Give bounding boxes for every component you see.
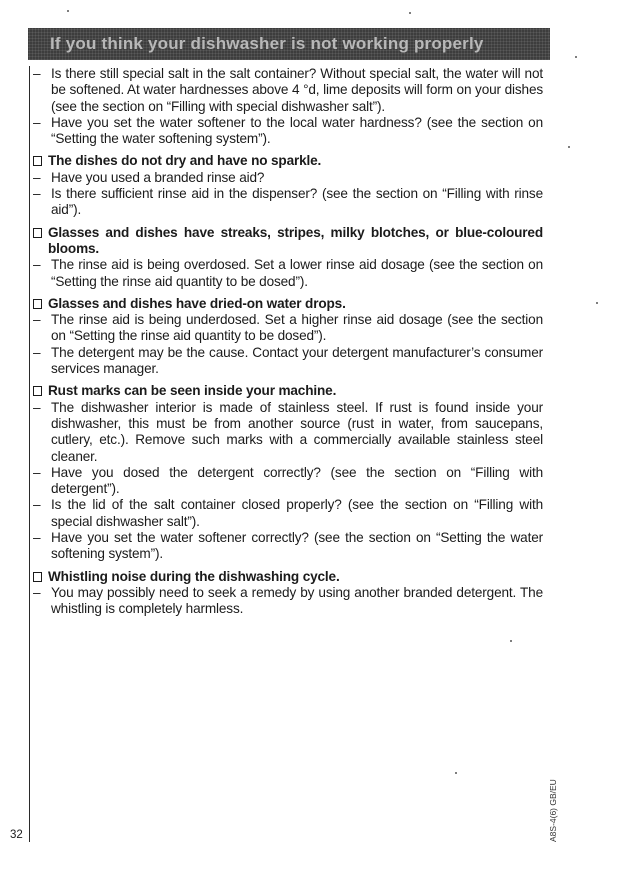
page-number: 32 xyxy=(10,829,23,841)
dash-bullet: – xyxy=(33,497,41,513)
dash-bullet: – xyxy=(33,464,41,480)
list-item xyxy=(33,345,543,378)
dash-bullet: – xyxy=(33,186,41,202)
troubleshooting-content xyxy=(33,66,543,618)
problem-heading xyxy=(33,153,543,169)
scan-speck xyxy=(568,146,570,148)
problem-heading xyxy=(33,225,543,258)
checkbox-square-icon xyxy=(33,386,42,396)
left-margin-rule xyxy=(29,66,30,842)
list-item xyxy=(33,530,543,563)
problem-section xyxy=(33,296,543,377)
item-text: Is there still special salt in the salt container? Without special salt, the water will not be softened. At water hardnesses above 4 °d, lime deposits will form on your dishes (see the section on “Filling with special dishwasher salt”). xyxy=(51,66,543,114)
scan-speck xyxy=(455,772,457,774)
checkbox-square-icon xyxy=(33,228,42,238)
dash-bullet: – xyxy=(33,399,41,415)
problem-section xyxy=(33,383,543,562)
dash-bullet: – xyxy=(33,344,41,360)
scan-speck xyxy=(596,302,598,304)
checkbox-square-icon xyxy=(33,572,42,582)
item-text: The dishwasher interior is made of stainless steel. If rust is found inside your dishwasher, this must be from another source (rust in water, from saucepans, cutlery, etc.). Remove such marks with a commercially available stainless steel cleaner. xyxy=(51,399,543,464)
problem-heading-text: Rust marks can be seen inside your machine. xyxy=(48,383,337,399)
item-text: Have you set the water softener to the local water hardness? (see the section on “Setting the water softening system”). xyxy=(51,114,543,147)
scan-speck xyxy=(510,640,512,642)
scan-speck xyxy=(575,56,577,58)
dash-bullet: – xyxy=(33,114,41,130)
list-item xyxy=(33,312,543,345)
problem-heading-text: Glasses and dishes have dried-on water drops. xyxy=(48,295,346,311)
dash-bullet: – xyxy=(33,257,41,273)
scan-speck xyxy=(67,10,69,12)
section-header-title: If you think your dishwasher is not working properly xyxy=(50,34,484,53)
problem-section xyxy=(33,225,543,290)
problem-section xyxy=(33,153,543,218)
section-header-band xyxy=(28,28,550,60)
item-text: The rinse aid is being overdosed. Set a lower rinse aid dosage (see the section on “Setting the rinse aid quantity to be dosed”). xyxy=(51,257,543,289)
item-text: The rinse aid is being underdosed. Set a higher rinse aid dosage (see the section on “Setting the rinse aid quantity to be dosed”). xyxy=(51,312,543,344)
list-item xyxy=(33,186,543,219)
scan-speck xyxy=(409,12,411,14)
checkbox-square-icon xyxy=(33,156,42,166)
list-item xyxy=(33,585,543,618)
problem-heading xyxy=(33,569,543,585)
list-item xyxy=(33,170,543,186)
item-text: Have you set the water softener correctly? (see the section on “Setting the water softening system”). xyxy=(51,530,543,562)
problem-heading-text: Glasses and dishes have streaks, stripes, milky blotches, or blue-coloured blooms. xyxy=(48,224,543,256)
list-item xyxy=(33,400,543,465)
list-item xyxy=(33,66,543,115)
item-text: Is the lid of the salt container closed properly? (see the section on “Filling with special dishwasher salt”). xyxy=(51,497,543,529)
problem-section xyxy=(33,569,543,618)
list-item xyxy=(33,465,543,498)
problem-heading-text: The dishes do not dry and have no sparkle. xyxy=(48,153,322,169)
dash-bullet: – xyxy=(33,169,41,185)
problem-heading xyxy=(33,296,543,312)
checkbox-square-icon xyxy=(33,299,42,309)
list-item xyxy=(33,497,543,530)
document-code: A8S-4(6) GB/EU xyxy=(548,779,558,842)
item-text: Is there sufficient rinse aid in the dispenser? (see the section on “Filling with rinse aid”). xyxy=(51,186,543,218)
dash-bullet: – xyxy=(33,66,41,81)
item-text: The detergent may be the cause. Contact your detergent manufacturer’s consumer services manager. xyxy=(51,344,543,377)
item-text: You may possibly need to seek a remedy by using another branded detergent. The whistling is completely harmless. xyxy=(51,584,543,617)
problem-heading xyxy=(33,383,543,399)
dash-bullet: – xyxy=(33,530,41,546)
list-item xyxy=(33,257,543,290)
problem-heading-text: Whistling noise during the dishwashing cycle. xyxy=(48,568,340,584)
item-text: Have you dosed the detergent correctly? (see the section on “Filling with detergent”). xyxy=(51,464,543,497)
item-text: Have you used a branded rinse aid? xyxy=(51,169,265,185)
dash-bullet: – xyxy=(33,312,41,328)
dash-bullet: – xyxy=(33,584,41,600)
list-item xyxy=(33,115,543,148)
